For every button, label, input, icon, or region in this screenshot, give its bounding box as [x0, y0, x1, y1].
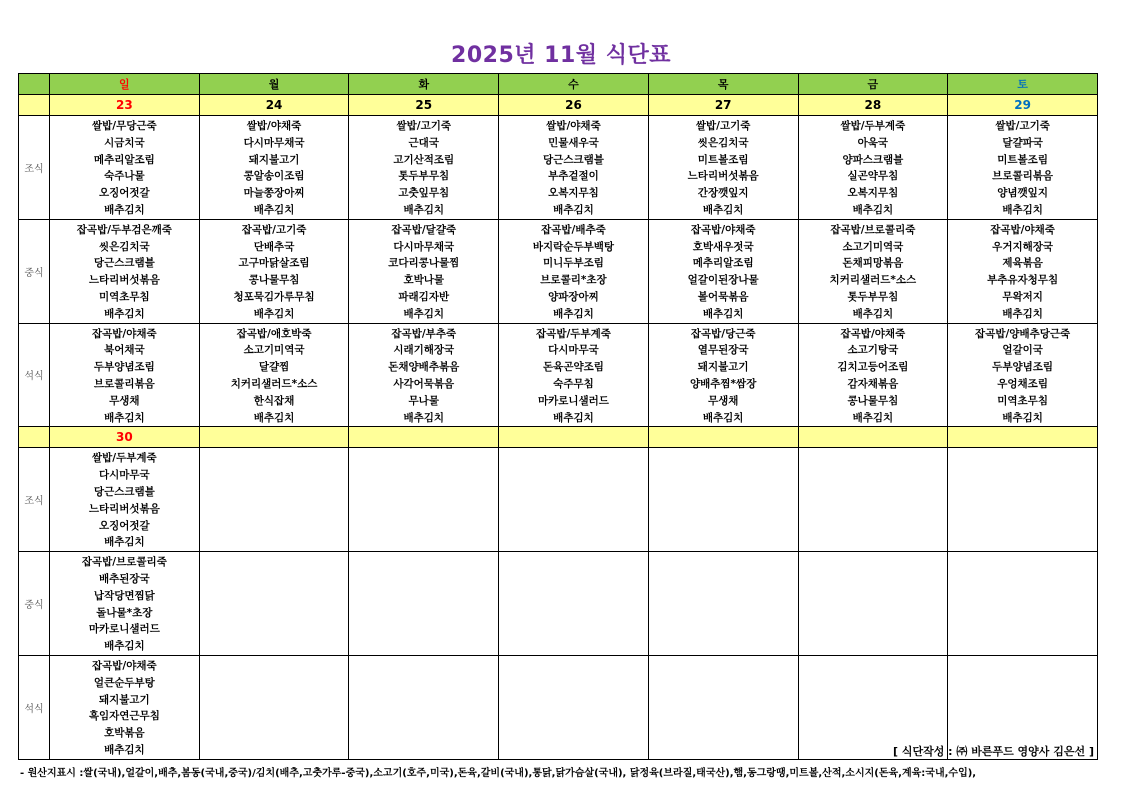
menu-item: 잡곡밥/당근죽	[690, 327, 756, 340]
menu-items	[649, 656, 798, 658]
menu-item: 배추김치	[104, 536, 145, 549]
menu-cell	[349, 655, 499, 759]
menu-item: 다시마무국	[98, 469, 150, 482]
menu-item: 돈채양배추볶음	[388, 361, 460, 374]
menu-table	[18, 73, 1098, 760]
menu-cell	[349, 116, 499, 220]
menu-cell	[349, 323, 499, 427]
menu-items	[499, 324, 648, 427]
menu-item: 느타리버섯볶음	[88, 502, 160, 515]
menu-items	[799, 656, 948, 658]
menu-item: 배추김치	[852, 411, 894, 424]
meal-row-breakfast	[19, 116, 1098, 220]
menu-items	[200, 656, 349, 658]
menu-item: 잡곡밥/야채죽	[840, 327, 906, 340]
menu-item: 잡곡밥/브로콜리죽	[830, 223, 916, 236]
credit-note: [ 식단작성 : ㈜ 바른푸드 영양사 김은선 ]	[892, 745, 1094, 758]
menu-item: 잡곡밥/배추죽	[541, 223, 606, 236]
menu-cell	[349, 552, 499, 656]
menu-item: 민물새우국	[548, 136, 599, 149]
menu-items	[649, 448, 798, 450]
menu-item: 브로콜리*초장	[540, 274, 607, 287]
menu-item: 브로콜리볶음	[93, 377, 155, 390]
menu-item: 돈육곤약조림	[543, 361, 604, 374]
menu-item: 배추김치	[104, 307, 145, 320]
menu-item: 쌀밥/무당근죽	[92, 120, 157, 132]
menu-item: 돌나물*초장	[96, 606, 153, 619]
menu-cell	[798, 448, 948, 552]
menu-items	[200, 448, 349, 450]
menu-items	[349, 324, 498, 427]
menu-item: 다시마무국	[548, 344, 599, 357]
menu-item: 쌀밥/두부계죽	[92, 452, 157, 465]
menu-item: 호박볶음	[104, 727, 145, 740]
menu-item: 잡곡밥/부추죽	[391, 327, 457, 340]
menu-item: 납작당면찜닭	[93, 589, 155, 602]
menu-items	[50, 448, 199, 551]
menu-cell	[199, 448, 349, 552]
menu-items	[50, 324, 199, 427]
menu-item: 잡곡밥/고기죽	[241, 223, 307, 236]
menu-item: 부추겉절이	[548, 170, 599, 183]
menu-item: 오징어젓갈	[98, 187, 150, 200]
meal-label: 석식	[19, 323, 50, 427]
menu-item: 콩나물무침	[847, 394, 899, 407]
menu-items	[200, 116, 349, 219]
menu-item: 달걀찜	[258, 361, 290, 374]
menu-items	[799, 116, 948, 219]
day-header: 목	[648, 74, 798, 95]
menu-items	[200, 220, 349, 323]
menu-items	[948, 656, 1097, 658]
menu-item: 소고기탕국	[847, 344, 899, 357]
menu-cell	[199, 219, 349, 323]
menu-item: 시래기해장국	[393, 344, 455, 357]
meal-label: 중식	[19, 219, 50, 323]
day-header: 화	[349, 74, 499, 95]
menu-cell	[50, 448, 200, 552]
day-header: 수	[499, 74, 649, 95]
menu-item: 쌀밥/두부계죽	[840, 120, 906, 132]
menu-item: 당근스크램블	[543, 153, 604, 166]
menu-items	[50, 552, 199, 655]
menu-item: 소고기미역국	[243, 344, 305, 357]
menu-items	[499, 116, 648, 219]
menu-item: 배추김치	[702, 411, 744, 424]
menu-item: 오복지무침	[548, 187, 599, 200]
date-cell: 28	[798, 95, 948, 116]
menu-item: 배추김치	[1002, 307, 1043, 320]
menu-item: 양념깻잎지	[997, 187, 1048, 200]
menu-item: 고구마닭살조림	[238, 257, 310, 270]
menu-items	[50, 220, 199, 323]
menu-item: 흑임자연근무침	[88, 710, 160, 723]
menu-items	[50, 656, 199, 759]
menu-item: 배추김치	[104, 640, 145, 653]
menu-item: 볼어묵볶음	[697, 290, 749, 303]
menu-cell	[199, 116, 349, 220]
menu-cell	[948, 448, 1098, 552]
menu-item: 배추김치	[852, 203, 894, 216]
menu-item: 잡곡밥/야채죽	[690, 223, 756, 236]
menu-items	[649, 116, 798, 219]
day-header-row	[19, 74, 1098, 95]
menu-item: 양배추찜*쌈장	[689, 377, 757, 390]
menu-item: 감자채볶음	[847, 377, 899, 390]
menu-item: 배추김치	[702, 203, 744, 216]
meal-label: 조식	[19, 116, 50, 220]
menu-item: 콩알송이조림	[243, 170, 305, 183]
menu-item: 소고기미역국	[842, 240, 904, 253]
menu-item: 메추리알조림	[93, 153, 155, 166]
menu-item: 달걀파국	[1002, 136, 1043, 149]
menu-item: 잡곡밥/애호박죽	[236, 327, 312, 340]
menu-items	[799, 552, 948, 554]
menu-item: 당근스크램블	[93, 485, 155, 498]
page-title: 2025년 11월 식단표	[451, 43, 671, 68]
menu-item: 배추김치	[253, 411, 295, 424]
date-cell: 25	[349, 95, 499, 116]
menu-item: 배추김치	[253, 203, 295, 216]
date-cell: 29	[948, 95, 1098, 116]
date-row	[19, 427, 1098, 448]
menu-items	[948, 552, 1097, 554]
menu-item: 배추김치	[1002, 203, 1043, 216]
menu-item: 마늘쫑장아찌	[243, 187, 305, 200]
menu-cell	[948, 219, 1098, 323]
menu-cell	[798, 116, 948, 220]
menu-items	[799, 220, 948, 323]
menu-item: 오복지무침	[847, 187, 899, 200]
date-cell: 30	[50, 427, 200, 448]
menu-item: 단배추국	[253, 240, 295, 253]
menu-cell	[499, 552, 649, 656]
menu-cell	[648, 219, 798, 323]
meal-row-lunch	[19, 219, 1098, 323]
menu-item: 고춧잎무침	[398, 187, 450, 200]
menu-items	[649, 324, 798, 427]
menu-item: 다시마무채국	[243, 136, 305, 149]
menu-cell	[199, 323, 349, 427]
date-cell: 24	[199, 95, 349, 116]
menu-item: 배추김치	[553, 411, 594, 424]
date-cell	[798, 427, 948, 448]
menu-item: 잡곡밥/두부계죽	[536, 327, 611, 340]
menu-item: 당근스크램블	[93, 257, 155, 270]
menu-item: 마카로니샐러드	[537, 394, 609, 407]
menu-item: 얼갈이된장나물	[687, 274, 759, 287]
menu-item: 아욱국	[857, 136, 889, 149]
menu-cell	[50, 219, 200, 323]
menu-item: 무왁저지	[1002, 290, 1043, 303]
menu-cell	[648, 323, 798, 427]
menu-item: 미트볼조림	[697, 153, 749, 166]
menu-cell	[499, 655, 649, 759]
menu-item: 무나물	[408, 394, 439, 407]
menu-item: 돼지불고기	[697, 361, 749, 374]
menu-item: 잡곡밥/야채죽	[990, 223, 1055, 236]
date-cell	[199, 427, 349, 448]
menu-item: 돼지불고기	[98, 693, 150, 706]
date-row	[19, 95, 1098, 116]
menu-item: 잡곡밥/브로콜리죽	[81, 556, 167, 569]
menu-items	[948, 324, 1097, 427]
menu-item: 근대국	[408, 136, 439, 149]
menu-item: 사각어묵볶음	[393, 377, 455, 390]
menu-item: 콩나물무침	[248, 274, 300, 287]
menu-items	[499, 448, 648, 450]
menu-items	[349, 220, 498, 323]
menu-cell	[349, 219, 499, 323]
menu-items	[200, 324, 349, 427]
menu-cell	[50, 323, 200, 427]
menu-items	[799, 448, 948, 450]
menu-cell	[798, 219, 948, 323]
menu-item: 미역초무침	[98, 290, 150, 303]
menu-item: 씻은김치국	[98, 240, 150, 253]
menu-item: 오징어젓갈	[98, 519, 150, 532]
menu-item: 숙주무침	[553, 377, 594, 390]
menu-item: 메추리알조림	[692, 257, 754, 270]
menu-item: 북어채국	[104, 344, 145, 357]
menu-cell	[499, 116, 649, 220]
menu-item: 한식잡채	[253, 394, 295, 407]
menu-item: 쌀밥/고기죽	[695, 120, 751, 132]
menu-items	[499, 220, 648, 323]
meal-row-breakfast	[19, 448, 1098, 552]
menu-item: 배추김치	[253, 307, 295, 320]
meal-row-lunch	[19, 552, 1098, 656]
menu-item: 배추김치	[553, 203, 594, 216]
menu-item: 양파장아찌	[548, 290, 599, 303]
date-cell	[349, 427, 499, 448]
menu-cell	[948, 116, 1098, 220]
menu-item: 간장깻잎지	[697, 187, 749, 200]
menu-item: 두부양념조림	[992, 361, 1054, 374]
menu-cell	[648, 448, 798, 552]
menu-item: 느타리버섯볶음	[687, 170, 759, 183]
date-cell	[948, 427, 1098, 448]
menu-items	[948, 116, 1097, 219]
menu-item: 무생채	[707, 394, 739, 407]
menu-item: 무생채	[109, 394, 140, 407]
day-header: 금	[798, 74, 948, 95]
menu-item: 잡곡밥/달걀죽	[391, 223, 457, 236]
menu-item: 열무된장국	[697, 344, 749, 357]
menu-item: 실곤약무침	[847, 170, 899, 183]
menu-item: 배추김치	[104, 411, 145, 424]
menu-item: 쌀밥/야채죽	[546, 120, 601, 132]
menu-item: 쌀밥/야채죽	[246, 120, 302, 132]
menu-item: 우엉채조림	[997, 377, 1048, 390]
menu-item: 미니두부조림	[543, 257, 604, 270]
menu-item: 파래김자반	[398, 290, 450, 303]
menu-item: 숙주나물	[104, 170, 145, 183]
menu-item: 배추김치	[104, 743, 145, 756]
menu-cell	[199, 552, 349, 656]
menu-item: 양파스크램블	[842, 153, 904, 166]
menu-item: 브로콜리볶음	[992, 170, 1054, 183]
menu-items	[499, 656, 648, 658]
menu-items	[50, 116, 199, 219]
menu-cell	[648, 655, 798, 759]
menu-item: 씻은김치국	[697, 136, 749, 149]
date-cell: 23	[50, 95, 200, 116]
menu-item: 배추김치	[104, 203, 145, 216]
menu-item: 배추김치	[553, 307, 594, 320]
menu-item: 두부양념조림	[93, 361, 155, 374]
menu-items	[349, 448, 498, 450]
menu-item: 김치고등어조림	[837, 361, 909, 374]
menu-item: 미역초무침	[997, 394, 1048, 407]
menu-item: 시금치국	[104, 136, 145, 149]
menu-item: 톳두부무침	[847, 290, 899, 303]
menu-items	[948, 220, 1097, 323]
menu-item: 치커리샐러드*소스	[829, 274, 917, 287]
menu-item: 잡곡밥/두부검은깨죽	[76, 223, 172, 236]
menu-cell	[199, 655, 349, 759]
menu-cell	[499, 323, 649, 427]
menu-items	[649, 552, 798, 554]
menu-cell	[349, 448, 499, 552]
meal-row-dinner	[19, 323, 1098, 427]
menu-item: 잡곡밥/야채죽	[92, 659, 157, 672]
menu-item: 잡곡밥/야채죽	[92, 327, 157, 340]
menu-items	[649, 220, 798, 323]
menu-item: 돼지불고기	[248, 153, 300, 166]
menu-cell	[648, 116, 798, 220]
menu-item: 배추김치	[403, 411, 445, 424]
menu-cell	[648, 552, 798, 656]
date-cell	[499, 427, 649, 448]
menu-item: 배추김치	[702, 307, 744, 320]
menu-items	[499, 552, 648, 554]
menu-item: 코다리콩나물찜	[388, 257, 460, 270]
meal-label: 석식	[19, 655, 50, 759]
menu-item: 돈채피망볶음	[842, 257, 904, 270]
date-cell: 27	[648, 95, 798, 116]
menu-cell	[499, 219, 649, 323]
menu-item: 얼큰순두부탕	[93, 676, 155, 689]
menu-cell	[798, 552, 948, 656]
menu-item: 호박새우젓국	[692, 240, 754, 253]
menu-cell	[50, 552, 200, 656]
menu-items	[349, 656, 498, 658]
menu-item: 쌀밥/고기죽	[995, 120, 1050, 132]
menu-item: 배추김치	[1002, 411, 1043, 424]
menu-item: 잡곡밥/양배추당근죽	[975, 327, 1071, 340]
menu-item: 미트볼조림	[997, 153, 1048, 166]
menu-item: 치커리샐러드*소스	[230, 377, 318, 390]
menu-cell	[948, 552, 1098, 656]
menu-item: 쌀밥/고기죽	[396, 120, 452, 132]
menu-cell	[50, 116, 200, 220]
day-header: 일	[50, 74, 200, 95]
origin-note: - 원산지표시 :쌀(국내),얼갈이,배추,봄동(국내,중국)/김치(배추,고춧가루-중국),소고기(호주,미국),돈육,갈비(국내),통닭,닭가슴살(국내), 닭정육(브라질,태국산),햄,동그랑땡,미트볼,산적,소시지(돈육,계육:국내,수입),	[20, 768, 977, 779]
menu-item: 배추김치	[403, 307, 445, 320]
menu-cell	[948, 323, 1098, 427]
menu-item: 다시마무채국	[393, 240, 455, 253]
menu-item: 톳두부무침	[398, 170, 450, 183]
menu-item: 배추김치	[852, 307, 894, 320]
date-cell: 26	[499, 95, 649, 116]
meal-label: 중식	[19, 552, 50, 656]
menu-items	[349, 116, 498, 219]
menu-item: 우거지해장국	[992, 240, 1054, 253]
date-cell	[648, 427, 798, 448]
menu-item: 느타리버섯볶음	[88, 274, 160, 287]
menu-items	[200, 552, 349, 554]
menu-items	[799, 324, 948, 427]
menu-item: 배추김치	[403, 203, 445, 216]
menu-cell	[499, 448, 649, 552]
menu-item: 얼갈이국	[1002, 344, 1043, 357]
menu-item: 부추유자청무침	[987, 274, 1059, 287]
menu-items	[349, 552, 498, 554]
menu-item: 호박나물	[403, 274, 445, 287]
menu-cell	[798, 323, 948, 427]
menu-item: 고기산적조림	[393, 153, 455, 166]
menu-item: 마카로니샐러드	[88, 623, 160, 636]
menu-cell	[50, 655, 200, 759]
menu-item: 바지락순두부백탕	[532, 240, 615, 253]
menu-item: 청포묵김가루무침	[233, 290, 315, 303]
menu-items	[948, 448, 1097, 450]
meal-label: 조식	[19, 448, 50, 552]
day-header: 토	[948, 74, 1098, 95]
day-header: 월	[199, 74, 349, 95]
menu-item: 제육볶음	[1002, 257, 1043, 270]
menu-item: 배추된장국	[98, 572, 150, 585]
